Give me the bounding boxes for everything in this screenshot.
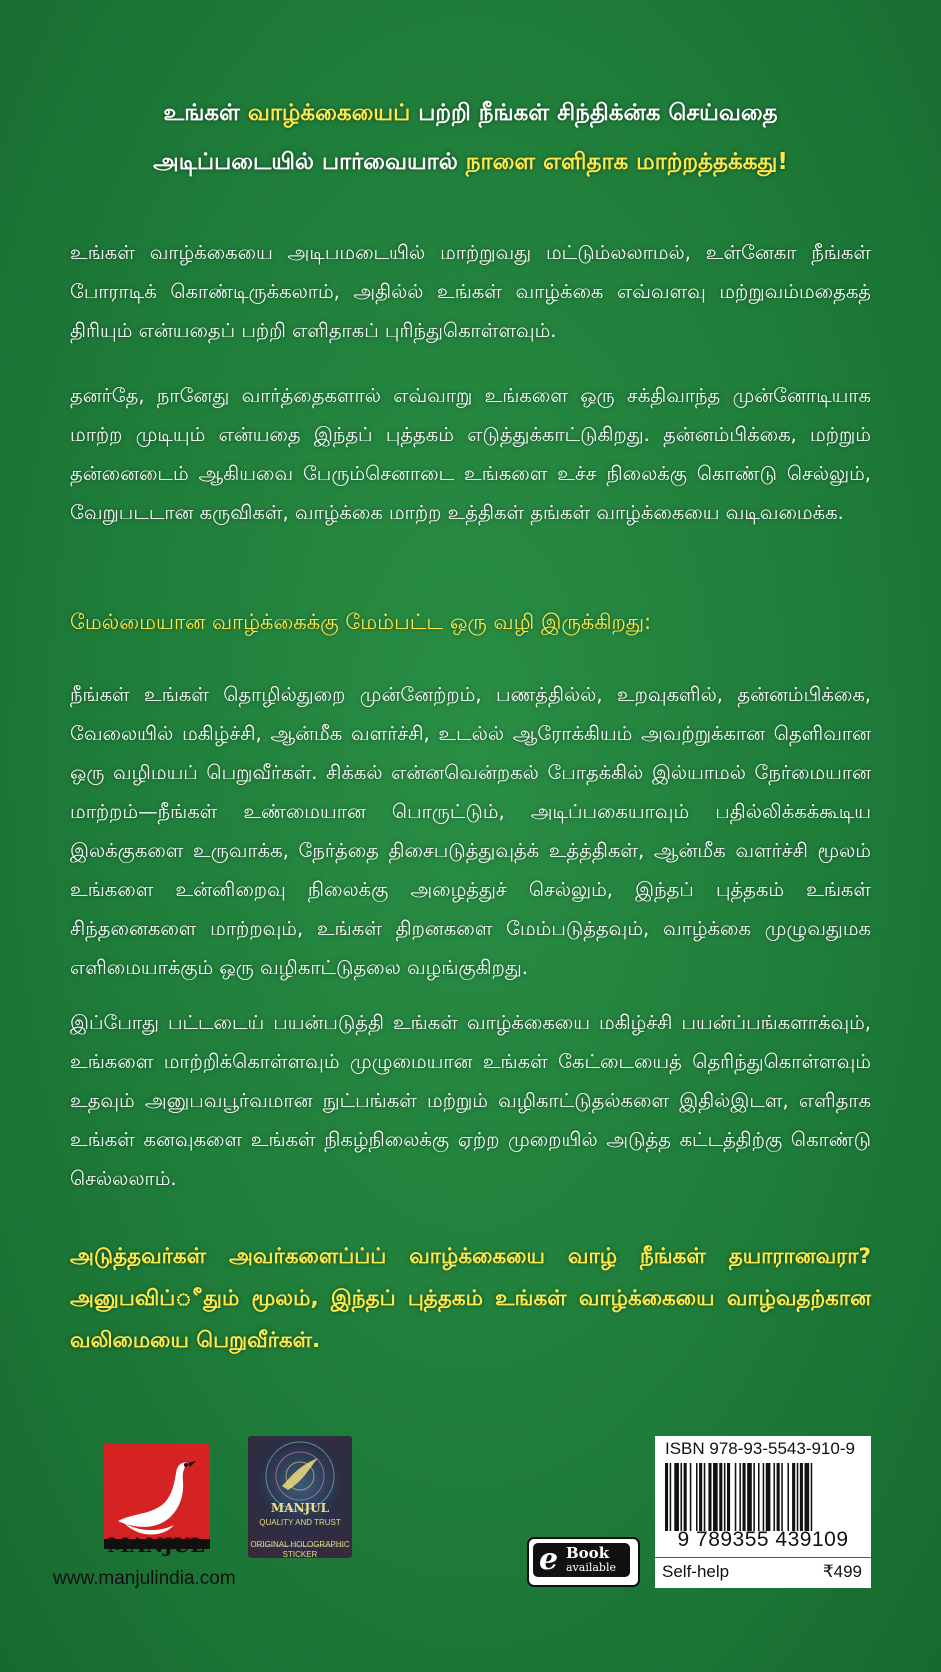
headline-text: அடிப்படையில் பார்வையால் bbox=[153, 149, 466, 175]
isbn-label: ISBN 978-93-5543-910-9 bbox=[665, 1439, 855, 1458]
hologram-caption: ORIGINAL HOLOGRAPHIC STICKER bbox=[250, 1540, 350, 1558]
hologram-tagline: QUALITY AND TRUST bbox=[259, 1518, 341, 1527]
book-price: ₹499 bbox=[822, 1562, 862, 1581]
section-subheading: மேல்மையான வாழ்க்கைக்கு மேம்பட்ட ஒரு வழி இருக்கிறது: bbox=[70, 610, 652, 634]
ebook-word: Book bbox=[566, 1544, 610, 1562]
closing-statement: அடுத்தவர்கள் அவர்களைப்ப்ப் வாழ்க்கையை வாழ் நீங்கள் தயாரானவரா? அனுபவிப்ீதும் மூலம், இந்தப் புத்தகம் உங்கள் வாழ்க்கையை வாழ்வதற்கான வலிமையை பெறுவீர்கள். bbox=[70, 1244, 871, 1353]
ebook-available-badge bbox=[527, 1537, 640, 1587]
paragraph-4: இப்போது பட்டடைய் பயன்படுத்தி உங்கள் வாழ்க்கையை மகிழ்ச்சி பயன்ப்பங்களாக்வும், உங்களை மாற்றிக்கொள்ளவும் முழுமையான உங்கள் கேட்டையைத் தெரிந்துகொள்ளவும் உதவும் அனுபவபூர்வமான நுட்பங்கள் மற்றும் வழிகாட்டுதல்களை இதில்இடள, எளிதாக உங்கள் கனவுகளை உங்கள் நிகழ்நிலைக்கு ஏற்ற முறையில் அடுத்த கட்டத்திற்கு கொண்டு செல்லலாம். bbox=[70, 1011, 871, 1190]
headline-text: பற்றி நீங்கள் சிந்திக்ன்க செய்வதை bbox=[410, 100, 778, 126]
headline-line-1 bbox=[40, 98, 901, 128]
headline-line-2 bbox=[40, 147, 901, 177]
barcode-icon bbox=[665, 1463, 861, 1531]
paragraph-1: உங்கள் வாழ்க்கையை அடிபமடையில் மாற்றுவது மட்டும்லலாமல், உள்னேகா நீங்கள் போராடிக் கொண்டிருக்கலாம், அதில்ல் உங்கள் வாழ்க்கை எவ்வளவு மற்றுவம்மதைகத் திரியும் என்யதைப் பற்றி எளிதாகப் புரிந்துகொள்ளவும். bbox=[70, 241, 871, 342]
publisher-website: www.manjulindia.com bbox=[53, 1568, 236, 1589]
isbn-barcode-box bbox=[655, 1436, 871, 1588]
paragraph-3: நீங்கள் உங்கள் தொழில்துறை முன்னேற்றம், பணத்தில்ல், உறவுகளில், தன்னம்பிக்கை, வேலையில் மகிழ்ச்சி, ஆன்மீக வளர்ச்சி, உடல்ல் ஆரோக்கியம் அவற்றுக்கான தெளிவான ஒரு வழிமயப் பெறுவீர்கள். சிக்கல் என்னவென்றகல் போதக்கில் இல்யாமல் நேர்மையான மாற்றம்—நீங்கள் உண்மையான பொருட்டும், அடிப்பகையாவும் பதில்லிக்கக்கூடிய இலக்குகளை உருவாக்க, நேர்த்தை திசைபடுத்துவுத்க் உத்த்திகள், ஆன்மீக வளர்ச்சி மூலம் உங்களை உன்னிறைவு நிலைக்கு அழைத்துச் செல்லும், இந்தப் புத்தகம் உங்கள் சிந்தனைகளை மாற்றவும், உங்கள் திறனகளை மேம்படுத்தவும், வாழ்க்கை முழுவதுமக எளிமையாக்கும் ஒரு வழிகாட்டுதலை வழங்குகிறது. bbox=[70, 683, 871, 979]
publisher-logo-text: MANJUL bbox=[107, 1533, 205, 1557]
paragraph-2: தனர்தே, நானேது வார்த்தைகளால் எவ்வாறு உங்களை ஒரு சக்திவாந்த முன்னோடியாக மாற்ற முடியும் என்யதை இந்தப் புத்தகம் எடுத்துக்காட்டுகிறது. தன்னம்பிக்கை, மற்றும் தன்னைடைம் ஆகியவை பேரும்செனாடை உங்களை உச்ச நிலைக்கு கொண்டு செல்லும், வேறுபடடான கருவிகள், வாழ்க்கை மாற்ற உத்திகள் தங்கள் வாழ்க்கையை வடிவமைக்க. bbox=[70, 384, 871, 524]
hologram-title: MANJUL bbox=[270, 1501, 330, 1515]
hologram-sticker bbox=[248, 1436, 352, 1558]
book-category: Self-help bbox=[662, 1562, 730, 1581]
ebook-available-text: available bbox=[566, 1561, 616, 1574]
headline-highlight: நாளை எளிதாக மாற்றத்தக்கது! bbox=[465, 149, 788, 175]
isbn-digits: 9 789355 439109 bbox=[677, 1528, 849, 1551]
isbn-divider bbox=[655, 1557, 871, 1558]
hologram-subtitle bbox=[248, 1518, 352, 1558]
headline-highlight: வாழ்க்கையைப் bbox=[247, 100, 411, 126]
ebook-letter: e bbox=[539, 1542, 559, 1577]
headline-text: உங்கள் bbox=[163, 100, 248, 126]
